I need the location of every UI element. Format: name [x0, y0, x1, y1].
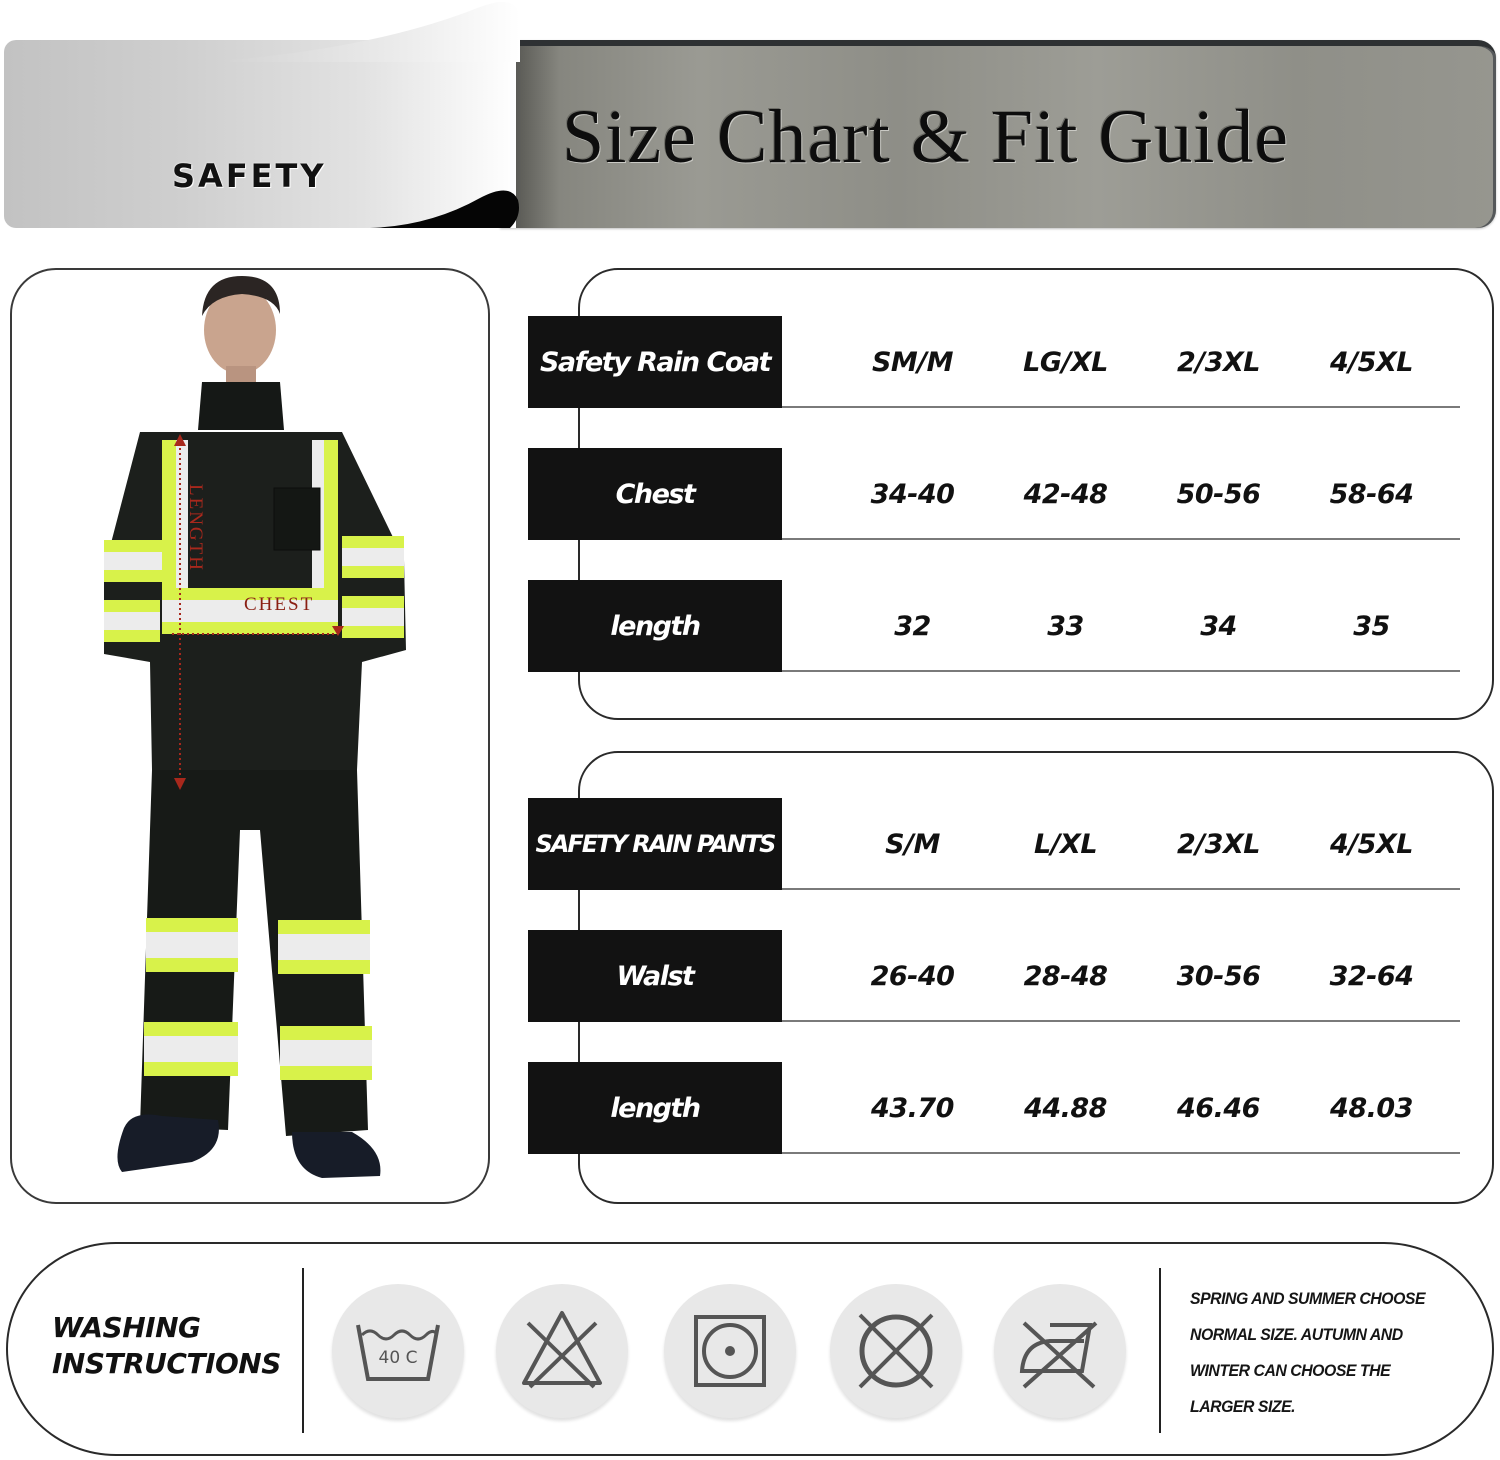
table-cell: 50-56 [1176, 478, 1261, 510]
row-label-length: length [528, 1062, 782, 1154]
table-header-row [528, 798, 1460, 890]
page-title: Size Chart & Fit Guide [562, 95, 1290, 179]
pants-table-title: SAFETY RAIN PANTS [528, 798, 782, 890]
table-cell: 58-64 [1329, 478, 1414, 510]
model-photo-card [10, 268, 490, 1204]
table-cell: 43.70 [871, 1092, 954, 1124]
do-not-bleach-icon [496, 1284, 628, 1418]
size-header: 2/3XL [1177, 828, 1260, 860]
table-cell: 28-48 [1023, 960, 1108, 992]
do-not-iron-icon [994, 1284, 1126, 1418]
washing-title-line2: INSTRUCTIONS [52, 1347, 281, 1380]
table-header-row [528, 316, 1460, 408]
model-figure-image [12, 270, 490, 1204]
row-label-waist: Walst [528, 930, 782, 1022]
do-not-dry-clean-icon [830, 1284, 962, 1418]
chest-annotation: CHEST [244, 594, 315, 615]
table-cell: 48.03 [1330, 1092, 1413, 1124]
coat-table-title: Safety Rain Coat [528, 316, 782, 408]
table-cell: 30-56 [1176, 960, 1261, 992]
length-annotation: LENGTH [185, 484, 206, 572]
size-header: 4/5XL [1330, 346, 1413, 378]
pants-size-table [528, 798, 1460, 1194]
header-banner [0, 0, 1500, 240]
divider [302, 1268, 304, 1433]
table-cell: 46.46 [1177, 1092, 1260, 1124]
table-row-length [528, 1062, 1460, 1154]
table-cell: 35 [1353, 610, 1390, 642]
fit-note-line: NORMAL SIZE. AUTUMN AND [1190, 1325, 1403, 1344]
table-cell: 44.88 [1024, 1092, 1107, 1124]
fit-advice-note [1190, 1281, 1460, 1425]
size-header: L/XL [1033, 828, 1098, 860]
size-header: SM/M [871, 346, 954, 378]
table-cell: 42-48 [1023, 478, 1108, 510]
table-cell: 26-40 [870, 960, 955, 992]
divider [1159, 1268, 1161, 1433]
fit-note-line: WINTER CAN CHOOSE THE [1190, 1361, 1391, 1380]
svg-text:40 C: 40 C [378, 1348, 418, 1368]
row-label-length: length [528, 580, 782, 672]
size-header: 4/5XL [1330, 828, 1413, 860]
table-cell: 34-40 [870, 478, 955, 510]
tumble-dry-low-icon [664, 1284, 796, 1418]
washing-title-line1: WASHING [52, 1311, 201, 1344]
washing-title [52, 1310, 292, 1382]
table-row-length [528, 580, 1460, 672]
table-cell: 32 [894, 610, 931, 642]
table-cell: 34 [1200, 610, 1237, 642]
row-label-chest: Chest [528, 448, 782, 540]
table-cell: 33 [1047, 610, 1084, 642]
wash-40c-icon [332, 1284, 464, 1418]
brand-name: SAFETY [172, 157, 327, 195]
coat-size-table [528, 316, 1460, 712]
size-header: 2/3XL [1177, 346, 1260, 378]
fit-note-line: LARGER SIZE. [1190, 1397, 1296, 1416]
table-row-waist [528, 930, 1460, 1022]
table-cell: 32-64 [1329, 960, 1414, 992]
table-row-chest [528, 448, 1460, 540]
size-header: S/M [885, 828, 940, 860]
fit-note-line: SPRING AND SUMMER CHOOSE [1190, 1289, 1426, 1308]
brand-label-plate [4, 40, 516, 228]
size-header: LG/XL [1023, 346, 1108, 378]
